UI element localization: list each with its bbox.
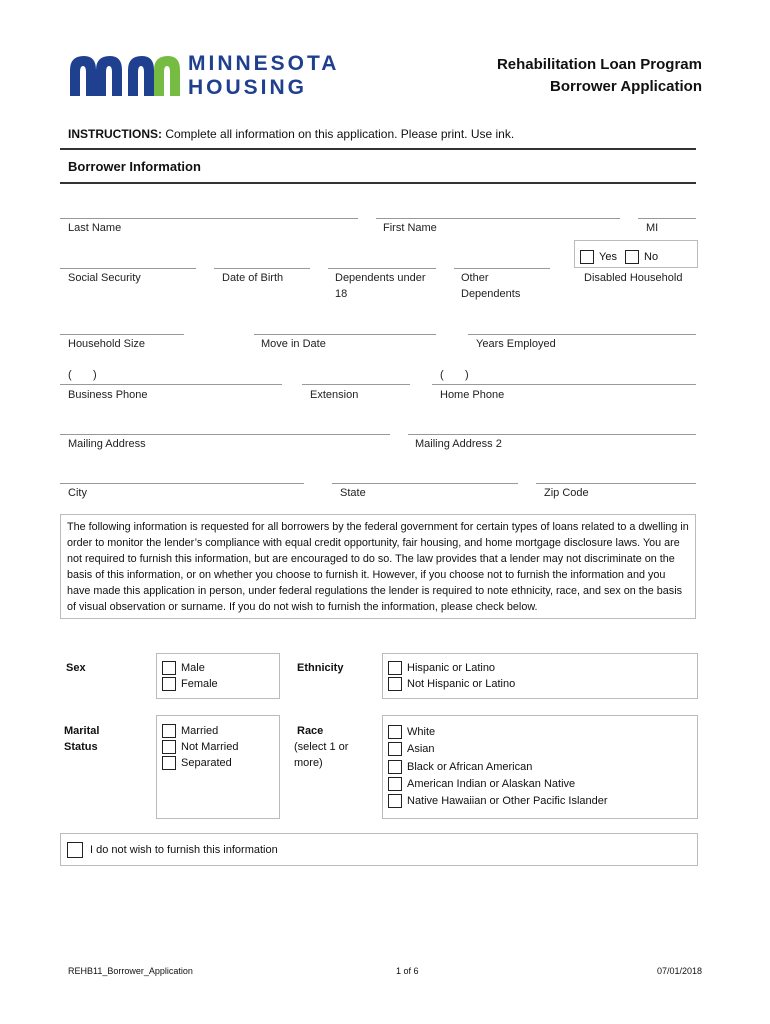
first-name-input[interactable] — [376, 218, 620, 219]
disabled-no-option[interactable] — [625, 250, 658, 264]
disabled-no-label: No — [644, 251, 659, 263]
race-option-american-indian[interactable] — [388, 777, 575, 791]
divider-section — [60, 182, 696, 184]
section-title: Borrower Information — [68, 159, 201, 174]
move-in-date-input[interactable] — [254, 334, 436, 335]
divider-top — [60, 148, 696, 150]
female-checkbox[interactable] — [162, 677, 176, 691]
mi-label: MI — [646, 222, 659, 234]
ethnicity-label: Ethnicity — [297, 662, 344, 674]
separated-label: Separated — [181, 757, 232, 769]
instructions-text: Complete all information on this application. Please print. Use ink. — [165, 127, 515, 141]
other-dependents-input[interactable] — [454, 268, 550, 269]
decline-option[interactable] — [67, 842, 278, 858]
married-label: Married — [181, 725, 219, 737]
hispanic-checkbox[interactable] — [388, 661, 402, 675]
other-dependents-label-1: Other — [461, 272, 489, 284]
marital-option-not-married[interactable] — [162, 740, 238, 754]
last-name-input[interactable] — [60, 218, 358, 219]
ssn-input[interactable] — [60, 268, 196, 269]
ethnicity-options-box — [382, 653, 698, 699]
male-checkbox[interactable] — [162, 661, 176, 675]
footer-date: 07/01/2018 — [656, 966, 702, 976]
not-hispanic-checkbox[interactable] — [388, 677, 402, 691]
dependents-label-1: Dependents under — [335, 272, 426, 284]
race-option-pacific-islander[interactable] — [388, 794, 608, 808]
american-indian-label: American Indian or Alaskan Native — [407, 778, 576, 790]
business-phone-area-code: ( ) — [68, 369, 97, 381]
pacific-islander-label: Native Hawaiian or Other Pacific Islander — [407, 795, 608, 807]
race-option-white[interactable] — [388, 725, 435, 739]
ssn-label: Social Security — [68, 272, 141, 284]
sex-option-female[interactable] — [162, 677, 218, 691]
state-label: State — [340, 487, 366, 499]
ethnicity-option-hispanic[interactable] — [388, 661, 495, 675]
mailing-address-2-label: Mailing Address 2 — [415, 438, 502, 450]
race-label: Race — [297, 725, 324, 737]
marital-status-label-1: Marital — [64, 725, 100, 737]
male-label: Male — [181, 662, 205, 674]
sex-label: Sex — [66, 662, 86, 674]
household-size-label: Household Size — [68, 338, 146, 350]
not-married-checkbox[interactable] — [162, 740, 176, 754]
years-employed-label: Years Employed — [476, 338, 556, 350]
disabled-yes-label: Yes — [599, 251, 617, 263]
home-phone-label: Home Phone — [440, 389, 505, 401]
black-checkbox[interactable] — [388, 760, 402, 774]
zip-label: Zip Code — [544, 487, 589, 499]
mailing-address-label: Mailing Address — [68, 438, 146, 450]
marital-option-separated[interactable] — [162, 756, 232, 770]
logo — [66, 50, 366, 100]
race-option-asian[interactable] — [388, 742, 435, 756]
last-name-label: Last Name — [68, 222, 122, 234]
disabled-household-label: Disabled Household — [584, 272, 683, 284]
decline-checkbox[interactable] — [67, 842, 83, 858]
state-input[interactable] — [332, 483, 518, 484]
pacific-islander-checkbox[interactable] — [388, 794, 402, 808]
american-indian-checkbox[interactable] — [388, 777, 402, 791]
marital-option-married[interactable] — [162, 724, 218, 738]
years-employed-input[interactable] — [468, 334, 696, 335]
other-dependents-label-2: Dependents — [461, 288, 521, 300]
asian-checkbox[interactable] — [388, 742, 402, 756]
sex-options-box — [156, 653, 280, 699]
logo-text-housing: HOUSING — [188, 76, 308, 99]
logo-mark — [66, 50, 186, 98]
married-checkbox[interactable] — [162, 724, 176, 738]
instructions-label: INSTRUCTIONS: — [68, 127, 162, 141]
dependents-input[interactable] — [328, 268, 436, 269]
race-sublabel-1: (select 1 or — [294, 741, 349, 753]
extension-input[interactable] — [302, 384, 410, 385]
business-phone-input[interactable] — [60, 384, 282, 385]
disabled-yes-checkbox[interactable] — [580, 250, 594, 264]
disclosure-notice: The following information is requested for all borrowers by the federal government for certain types of loans related to a dwelling in order to monitor the lender’s compliance with equal credit opportunity, fair housing, and home mortgage disclosure laws. You are not required to furnish this information, but are encouraged to do so. The law provides that a lender may not discriminate on the basis of this information, or on whether you choose to furnish it. However, if you choose not to furnish the information and you have made this application in person, under federal regulations the lender is required to note ethnicity, race, and sex on the basis of visual observation or surname. If you do not wish to furnish the information, please check below. — [60, 514, 696, 619]
footer-form-id: REHB11_Borrower_Application — [68, 966, 193, 976]
disabled-no-checkbox[interactable] — [625, 250, 639, 264]
dob-input[interactable] — [214, 268, 310, 269]
dob-label: Date of Birth — [222, 272, 284, 284]
zip-input[interactable] — [536, 483, 696, 484]
female-label: Female — [181, 678, 218, 690]
title-program: Rehabilitation Loan Program — [496, 56, 702, 73]
logo-text-minnesota: MINNESOTA — [188, 52, 340, 75]
home-phone-area-code: ( ) — [440, 369, 469, 381]
separated-checkbox[interactable] — [162, 756, 176, 770]
dependents-label-2: 18 — [335, 288, 348, 300]
white-label: White — [407, 726, 436, 738]
mailing-address-input[interactable] — [60, 434, 390, 435]
footer-page-number: 1 of 6 — [396, 966, 419, 976]
household-size-input[interactable] — [60, 334, 184, 335]
decline-label: I do not wish to furnish this information — [90, 844, 278, 856]
ethnicity-option-not-hispanic[interactable] — [388, 677, 515, 691]
hispanic-label: Hispanic or Latino — [407, 662, 496, 674]
asian-label: Asian — [407, 743, 435, 755]
first-name-label: First Name — [383, 222, 437, 234]
disabled-yes-option[interactable] — [580, 250, 617, 264]
white-checkbox[interactable] — [388, 725, 402, 739]
not-hispanic-label: Not Hispanic or Latino — [407, 678, 516, 690]
business-phone-label: Business Phone — [68, 389, 148, 401]
home-phone-input[interactable] — [432, 384, 696, 385]
not-married-label: Not Married — [181, 741, 239, 753]
black-label: Black or African American — [407, 761, 533, 773]
sex-option-male[interactable] — [162, 661, 205, 675]
mailing-address-2-input[interactable] — [408, 434, 696, 435]
city-input[interactable] — [60, 483, 304, 484]
extension-label: Extension — [310, 389, 359, 401]
instructions — [68, 127, 514, 141]
mi-input[interactable] — [638, 218, 696, 219]
title-application: Borrower Application — [550, 78, 702, 95]
city-label: City — [68, 487, 87, 499]
race-sublabel-2: more) — [294, 757, 323, 769]
move-in-date-label: Move in Date — [261, 338, 326, 350]
marital-status-label-2: Status — [64, 741, 98, 753]
race-option-black[interactable] — [388, 760, 532, 774]
